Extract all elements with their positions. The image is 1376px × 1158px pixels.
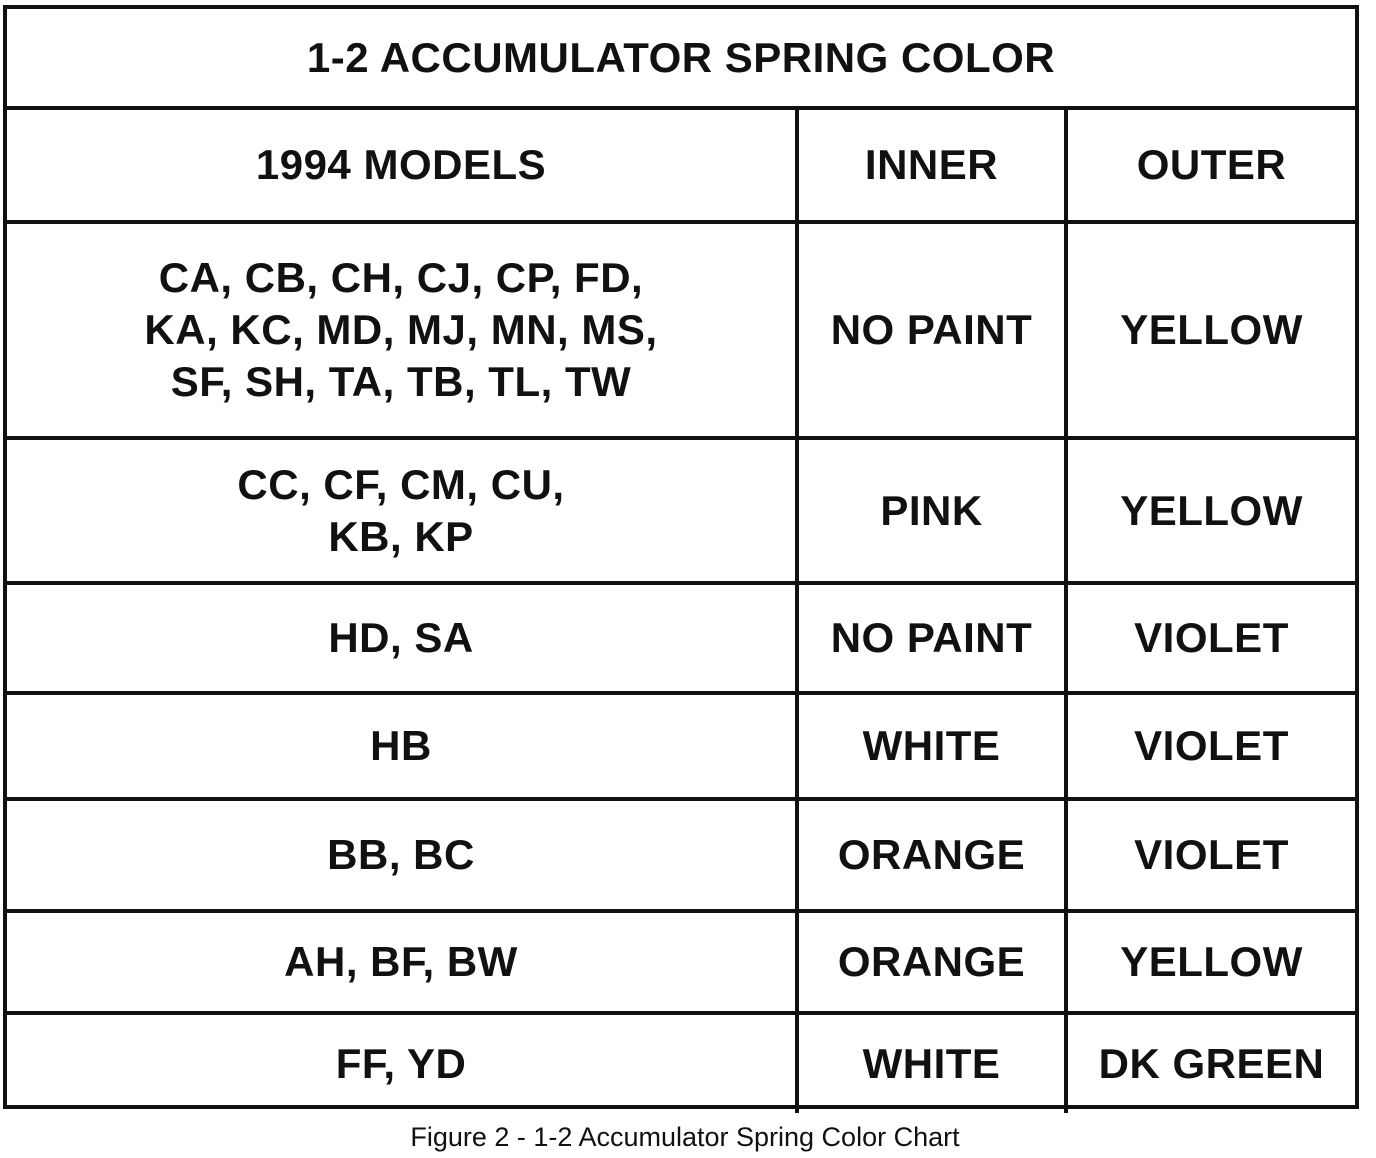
figure-caption: Figure 2 - 1-2 Accumulator Spring Color Chart xyxy=(410,1122,960,1152)
models-line: SF, SH, TA, TB, TL, TW xyxy=(170,358,632,405)
inner-color-cell: PINK xyxy=(797,438,1066,583)
spring-color-chart xyxy=(3,5,1359,1109)
outer-color-cell: VIOLET xyxy=(1066,583,1355,693)
table-row xyxy=(7,222,1355,438)
table-row xyxy=(7,1013,1355,1113)
table-row xyxy=(7,911,1355,1013)
outer-color-cell: VIOLET xyxy=(1066,693,1355,799)
inner-color-cell: ORANGE xyxy=(797,799,1066,911)
outer-color-cell: YELLOW xyxy=(1066,438,1355,583)
models-line: CA, CB, CH, CJ, CP, FD, xyxy=(158,254,644,301)
inner-color-cell: NO PAINT xyxy=(797,222,1066,438)
header-inner: INNER xyxy=(797,108,1066,222)
models-line: CC, CF, CM, CU, xyxy=(237,460,565,508)
header-row xyxy=(7,108,1355,222)
table-row xyxy=(7,693,1355,799)
models-line: KA, KC, MD, MJ, MN, MS, xyxy=(144,306,658,353)
models-cell: FF, YD xyxy=(7,1013,797,1113)
inner-color-cell: WHITE xyxy=(797,1013,1066,1113)
spring-color-table xyxy=(7,9,1355,1113)
outer-color-cell: YELLOW xyxy=(1066,911,1355,1013)
outer-color-cell: VIOLET xyxy=(1066,799,1355,911)
models-line: KB, KP xyxy=(328,512,474,560)
outer-color-cell: DK GREEN xyxy=(1066,1013,1355,1113)
header-outer: OUTER xyxy=(1066,108,1355,222)
table-row xyxy=(7,438,1355,583)
table-title: 1-2 ACCUMULATOR SPRING COLOR xyxy=(7,9,1355,108)
inner-color-cell: NO PAINT xyxy=(797,583,1066,693)
inner-color-cell: WHITE xyxy=(797,693,1066,799)
models-cell xyxy=(7,222,797,438)
table-row xyxy=(7,583,1355,693)
inner-color-cell: ORANGE xyxy=(797,911,1066,1013)
header-models: 1994 MODELS xyxy=(7,108,797,222)
models-cell: HD, SA xyxy=(7,583,797,693)
title-row xyxy=(7,9,1355,108)
models-cell: AH, BF, BW xyxy=(7,911,797,1013)
table-row xyxy=(7,799,1355,911)
models-cell: HB xyxy=(7,693,797,799)
outer-color-cell: YELLOW xyxy=(1066,222,1355,438)
models-cell: BB, BC xyxy=(7,799,797,911)
models-cell xyxy=(7,438,797,583)
